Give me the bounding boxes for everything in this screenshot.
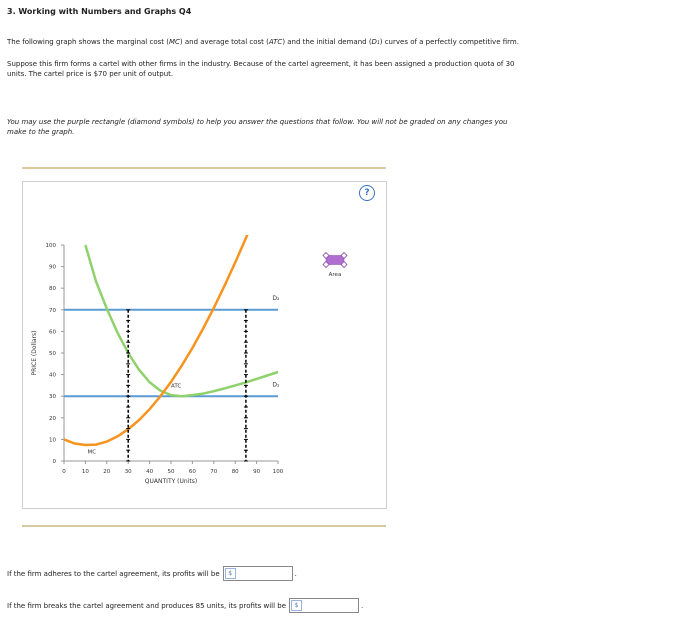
y-tick-label: 50 xyxy=(49,351,56,357)
x-tick-label: 30 xyxy=(124,469,132,475)
area-tool-rectangle[interactable] xyxy=(326,256,344,265)
x-tick-label: 90 xyxy=(253,469,261,475)
y-axis-title: PRICE (Dollars) xyxy=(31,330,38,376)
profit-adhere-field[interactable] xyxy=(223,566,293,581)
x-tick-label: 10 xyxy=(81,469,89,475)
mc-label: MC xyxy=(87,449,97,456)
y-tick-label: 0 xyxy=(52,459,56,465)
intro-text: The following graph shows the marginal cost (MC) and average total cost (ATC) and the initial demand (D₁) curves of a perfectly competitive firm. xyxy=(7,38,519,46)
dollar-icon: $ xyxy=(225,568,236,579)
x-axis-title: QUANTITY (Units) xyxy=(144,478,198,485)
profit-break-input[interactable] xyxy=(303,599,355,612)
x-tick-label: 80 xyxy=(231,469,239,475)
y-tick-label: 10 xyxy=(49,437,56,444)
y-tick-label: 60 xyxy=(49,329,56,336)
dollar-icon: $ xyxy=(291,600,302,611)
graph-panel xyxy=(22,181,387,509)
area-tool-label: Area xyxy=(328,272,342,278)
y-tick-label: 40 xyxy=(49,372,56,379)
question-adhere-text: If the firm adheres to the cartel agreement, its profits will be xyxy=(7,569,220,578)
y-tick-label: 20 xyxy=(49,415,56,422)
d1-label: D₁ xyxy=(272,381,280,389)
x-tick-label: 40 xyxy=(146,469,154,475)
y-tick-label: 100 xyxy=(45,243,56,249)
answer-row-adhere xyxy=(7,566,297,581)
question-heading: 3. Working with Numbers and Graphs Q4 xyxy=(7,7,192,16)
x-tick-label: 70 xyxy=(210,469,218,475)
period-text: . xyxy=(294,569,297,578)
period-text: . xyxy=(361,601,364,610)
question-break-text: If the firm breaks the cartel agreement and produces 85 units, its profits will be xyxy=(7,601,287,610)
x-tick-label: 20 xyxy=(103,469,111,475)
x-tick-label: 100 xyxy=(272,469,284,475)
x-tick-label: 0 xyxy=(62,469,66,475)
answer-row-break xyxy=(7,598,363,613)
atc-label: ATC xyxy=(171,383,182,390)
y-tick-label: 70 xyxy=(49,307,56,314)
cartel-text: Suppose this firm forms a cartel with other firms in the industry. Because of the cartel agreement, it has been assigned a production quota of 30 units. The cartel price is $70 per unit of output. xyxy=(7,60,515,78)
profit-break-field[interactable] xyxy=(289,598,359,613)
y-tick-label: 80 xyxy=(49,286,56,293)
x-tick-label: 50 xyxy=(167,469,175,475)
y-tick-label: 30 xyxy=(49,394,56,401)
y-tick-label: 90 xyxy=(49,264,56,271)
profit-adhere-input[interactable] xyxy=(237,567,289,580)
d2-label: D₂ xyxy=(272,295,280,303)
x-tick-label: 60 xyxy=(188,469,196,475)
help-icon[interactable]: ? xyxy=(359,185,375,201)
top-divider xyxy=(22,167,386,169)
d1-abbr: D₁ xyxy=(371,38,380,46)
bottom-divider xyxy=(22,525,386,527)
atc-abbr: ATC xyxy=(268,38,283,46)
supply-demand-chart[interactable] xyxy=(23,182,386,508)
atc-curve xyxy=(85,245,278,396)
mc-abbr: MC xyxy=(168,38,180,46)
hint-text: You may use the purple rectangle (diamond symbols) to help you answer the questions that follow. You will not be graded on any changes you make to the graph. xyxy=(7,118,508,136)
